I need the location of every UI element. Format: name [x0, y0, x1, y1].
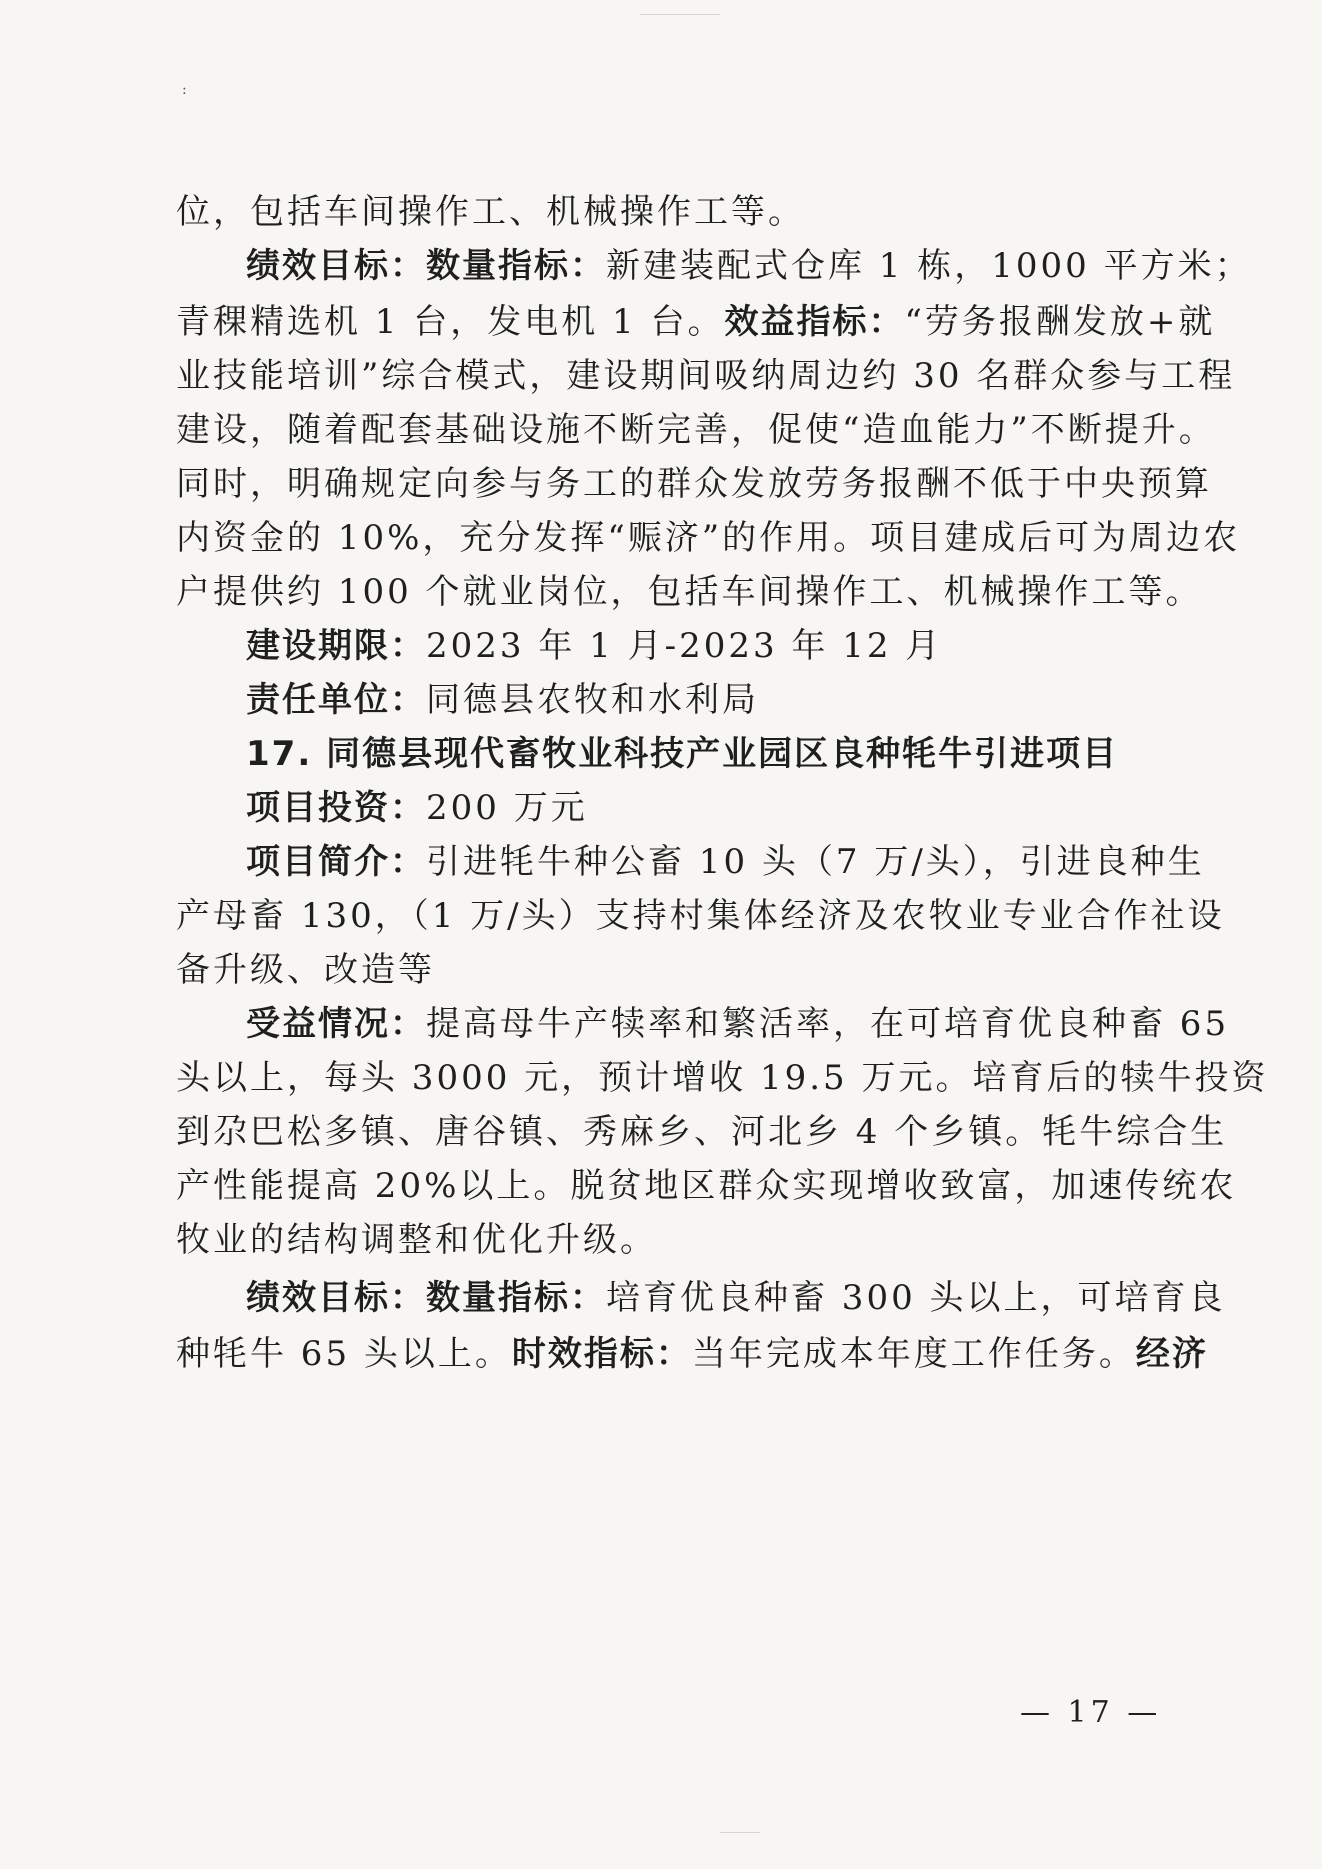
bold-label: 17. 同德县现代畜牧业科技产业园区良种牦牛引进项目: [246, 734, 1119, 774]
text-line: [246, 680, 1156, 720]
text-run: 建设，随着配套基础设施不断完善，促使“造血能力”不断提升。: [176, 410, 1216, 450]
text-line: [246, 788, 1156, 828]
bold-label: 责任单位：: [246, 680, 426, 720]
text-run: 业技能培训”综合模式，建设期间吸纳周边约 30 名群众参与工程: [176, 356, 1236, 396]
bold-label: 效益指标：: [724, 302, 905, 342]
scan-noise: [720, 1832, 760, 1833]
text-run: 备升级、改造等: [176, 950, 435, 990]
text-run: 户提供约 100 个就业岗位，包括车间操作工、机械操作工等。: [176, 572, 1203, 612]
text-run: 200 万元: [426, 788, 588, 828]
text-run: “劳务报酬发放+就: [904, 302, 1216, 342]
bold-label: 绩效目标：: [246, 1278, 426, 1318]
text-line: [246, 246, 1252, 286]
text-line: [176, 518, 1241, 558]
text-run: 当年完成本年度工作任务。: [691, 1334, 1136, 1374]
text-run: 头以上，每头 3000 元，预计增收 19.5 万元。培育后的犊牛投资: [176, 1058, 1269, 1098]
text-line: [176, 410, 1216, 450]
text-run: 牧业的结构调整和优化升级。: [176, 1220, 657, 1260]
text-run: 青稞精选机 1 台，发电机 1 台。: [176, 302, 725, 342]
text-line: [176, 572, 1203, 612]
scan-noise: [640, 14, 720, 15]
bold-label: 时效指标：: [511, 1334, 692, 1374]
text-line: [176, 302, 1216, 342]
bold-label: 项目投资：: [246, 788, 426, 828]
text-run: 种牦牛 65 头以上。: [176, 1334, 512, 1374]
text-line: [176, 1058, 1269, 1098]
page-number: — 17 —: [1020, 1695, 1162, 1730]
bold-label: 数量指标：: [426, 1278, 606, 1318]
text-run: 2023 年 1 月-2023 年 12 月: [426, 626, 943, 666]
text-run: 引进牦牛种公畜 10 头（7 万/头），引进良种生: [426, 842, 1205, 882]
text-line: [176, 1166, 1237, 1206]
text-line: [246, 1278, 1226, 1318]
text-line: [176, 1220, 1156, 1260]
bold-label: 项目简介：: [246, 842, 426, 882]
top-mark: :: [182, 82, 187, 98]
text-line: [176, 464, 1212, 504]
text-line: [246, 842, 1205, 882]
bold-label: 建设期限：: [246, 626, 426, 666]
text-run: 内资金的 10%，充分发挥“赈济”的作用。项目建成后可为周边农: [176, 518, 1241, 558]
text-line: [246, 1004, 1230, 1044]
text-line: [176, 192, 1156, 232]
text-line: [246, 626, 1156, 666]
bold-label: 绩效目标：: [246, 246, 426, 286]
text-run: 提高母牛产犊率和繁活率，在可培育优良种畜 65: [426, 1004, 1230, 1044]
bold-label: 经济: [1135, 1334, 1208, 1374]
text-run: 新建装配式仓库 1 栋，1000 平方米；: [606, 246, 1252, 286]
text-line: [176, 1112, 1228, 1152]
text-run: 到尕巴松多镇、唐谷镇、秀麻乡、河北乡 4 个乡镇。牦牛综合生: [176, 1112, 1228, 1152]
text-run: 产性能提高 20%以上。脱贫地区群众实现增收致富，加速传统农: [176, 1166, 1237, 1206]
text-run: 同德县农牧和水利局: [426, 680, 759, 720]
text-run: 同时，明确规定向参与务工的群众发放劳务报酬不低于中央预算: [176, 464, 1212, 504]
text-line: [176, 356, 1236, 396]
text-line: [246, 734, 1156, 774]
bold-label: 受益情况：: [246, 1004, 426, 1044]
text-run: 位，包括车间操作工、机械操作工等。: [176, 192, 805, 232]
text-run: 产母畜 130，（1 万/头）支持村集体经济及农牧业专业合作社设: [176, 896, 1225, 936]
text-line: [176, 896, 1225, 936]
text-run: 培育优良种畜 300 头以上，可培育良: [606, 1278, 1226, 1318]
text-line: [176, 950, 1156, 990]
text-line: [176, 1334, 1208, 1374]
bold-label: 数量指标：: [426, 246, 606, 286]
